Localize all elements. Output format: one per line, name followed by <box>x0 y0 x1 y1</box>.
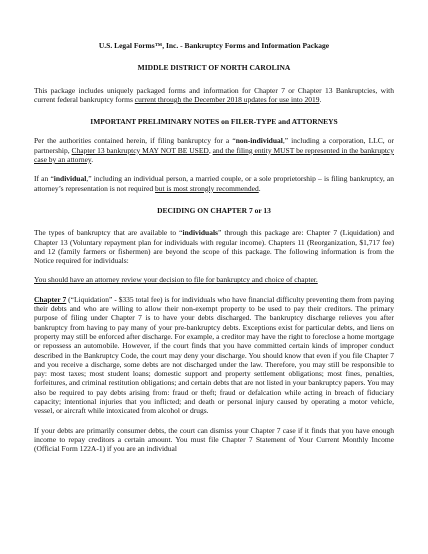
attorney-review-notice: You should have an attorney review your decision to file for bankruptcy and choice of chapter. <box>34 275 318 285</box>
chapter7-text: (“Liquidation” - $335 total fee) is for individuals who have financial difficulty preventing them from paying their debts and who are willing to allow their non-exempt property to be used to pay their creditors. The primary purpose of filing under Chapter 7 is to have your debts discharged. The bankruptcy discharge relieves you after bankruptcy from having to pay many of your pre-bankruptcy debts. Exceptions exist for particular debts, and liens on property may still be enforced after discharge. For example, a creditor may have the right to foreclose a home mortgage or repossess an automobile. However, if the court finds that you have committed certain kinds of improper conduct described in the Bankruptcy Code, the court may deny your discharge. You should know that even if you file Chapter 7 and you receive a discharge, some debts are not discharged under the law. Therefore, you may still be responsible to pay: most taxes; most student loans; domestic support and property settlement obligations; most fines, penalties, forfeitures, and criminal restitution obligations; and certain debts that are not listed in your bankruptcy papers. You may also be required to pay debts arising from: fraud or theft; fraud or defalcation while acting in breach of fiduciary capacity; intentional injuries that you inflicted; and death or personal injury caused by operating a motor vehicle, vessel, or aircraft while intoxicated from alcohol or drugs. <box>34 294 394 416</box>
non-individual-text-c: ,” including a corporation, LLC, or partnership, <box>34 136 394 155</box>
individuals-term: individuals <box>182 228 218 238</box>
non-individual-text-e: , <box>208 145 213 155</box>
non-individual-text-a: Per the authorities contained herein, if filing bankruptcy for a “ <box>34 136 236 146</box>
bankruptcy-types-paragraph <box>34 228 394 265</box>
types-text-a: The types of bankruptcy that are available to “ <box>34 228 183 238</box>
attorney-recommendation: but is most strongly recommended <box>155 183 259 193</box>
individual-text-e: . <box>258 183 261 193</box>
non-individual-paragraph <box>34 136 394 164</box>
intro-forms-currency: current through the December 2018 updates for use into 2019 <box>134 94 320 104</box>
non-individual-term: non-individual <box>235 136 283 146</box>
document-title: U.S. Legal Forms™, Inc. - Bankruptcy Forms and Information Package <box>98 41 330 50</box>
chapter13-restriction: Chapter 13 bankruptcy MAY NOT BE USED <box>71 145 209 155</box>
individual-text-c: ,” including an individual person, a married couple, or a sole proprietorship – is filing bankruptcy, an attorney’s representation is not required <box>34 174 394 193</box>
filer-type-heading: IMPORTANT PRELIMINARY NOTES on FILER-TYPE and ATTORNEYS <box>90 117 338 127</box>
intro-end: . <box>319 94 322 104</box>
consumer-debts-paragraph: If your debts are primarily consumer debts, the court can dismiss your Chapter 7 case if it finds that you have enough income to repay creditors a certain amount. You must file Chapter 7 Statement of Your Current Monthly Income (Official Form 122A-1) if you are an individual <box>34 425 394 454</box>
non-individual-text-g: . <box>91 155 94 165</box>
intro-text: This package includes uniquely packaged forms and information for Chapter 7 or Chapter 13 Bankruptcies, with current federal bankruptcy forms <box>34 85 394 104</box>
individual-text-a: If an “ <box>34 174 54 184</box>
document-body <box>34 41 394 454</box>
district-heading: MIDDLE DISTRICT OF NORTH CAROLINA <box>137 63 291 73</box>
chapter7-paragraph <box>34 295 394 416</box>
individual-term: individual <box>53 174 87 184</box>
intro-paragraph <box>34 86 394 105</box>
chapter7-label: Chapter 7 <box>34 294 67 304</box>
individual-paragraph <box>34 174 394 193</box>
attorney-requirement: and the filing entity MUST be represented in the bankruptcy case by an attorney <box>34 145 395 165</box>
types-text-c: ” through this package are: Chapter 7 (Liquidation) and Chapter 13 (Voluntary repayment plan for individuals with regular income). Chapters 11 (Reorganization, $1,717 fee) and 12 (family farmers or fishermen) are beyond the scope of this package. The following information is from the Notice required for individuals: <box>34 228 394 266</box>
deciding-heading: DECIDING ON CHAPTER 7 or 13 <box>157 205 271 215</box>
